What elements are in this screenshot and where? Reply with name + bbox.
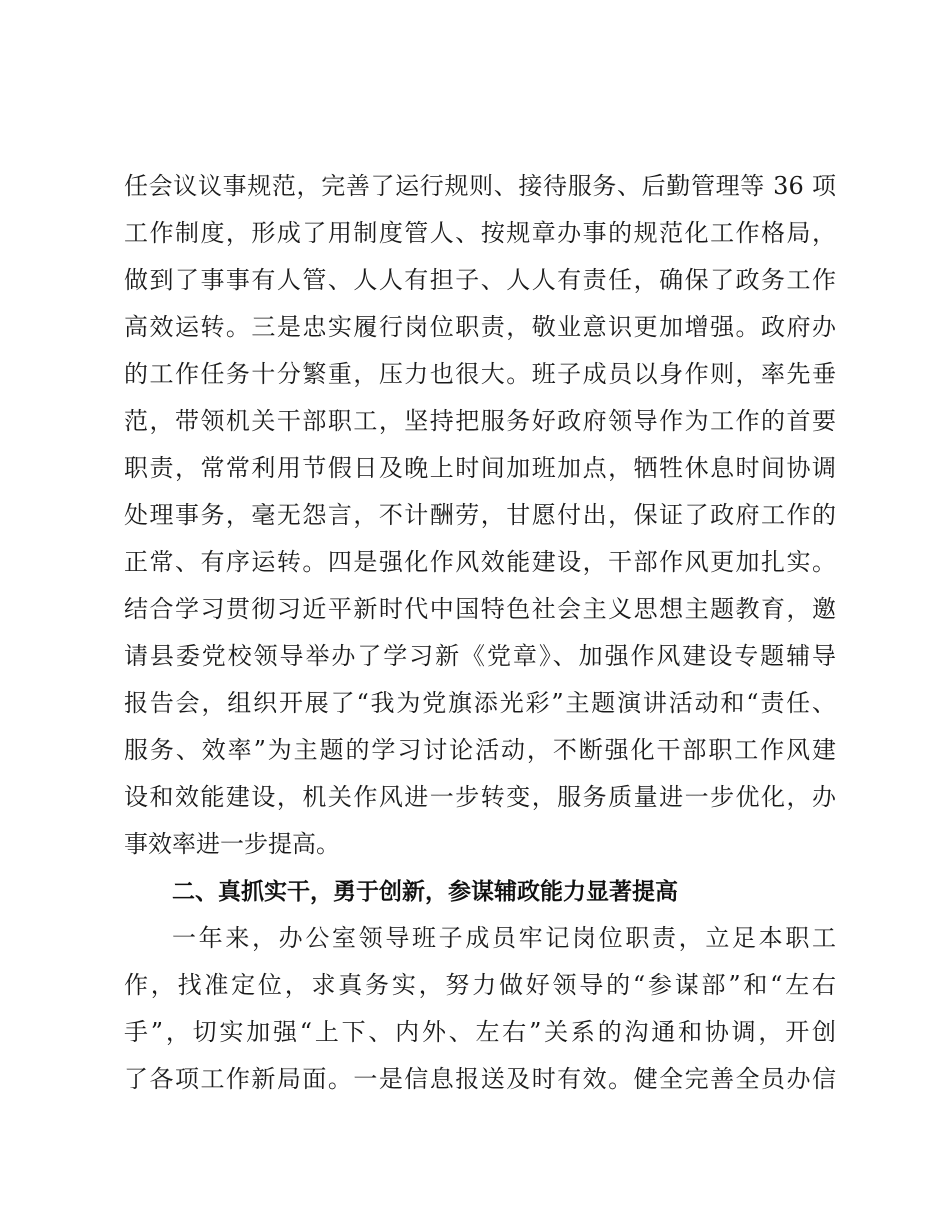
body-text-line: 高效运转。三是忠实履行岗位职责，敬业意识更加增强。政府办	[124, 313, 836, 341]
body-text-line: 做到了事事有人管、人人有担子、人人有责任，确保了政务工作	[124, 266, 836, 294]
body-text-line: 工作制度，形成了用制度管人、按规章办事的规范化工作格局，	[124, 219, 836, 247]
body-text-line: 任会议议事规范，完善了运行规则、接待服务、后勤管理等 36 项	[124, 172, 836, 200]
body-text-line: 的工作任务十分繁重，压力也很大。班子成员以身作则，率先垂	[124, 360, 836, 388]
body-text-line: 服务、效率”为主题的学习讨论活动，不断强化干部职工作风建	[124, 736, 836, 764]
section-heading: 二、真抓实干，勇于创新，参谋辅政能力显著提高	[172, 879, 678, 905]
body-text-line: 处理事务，毫无怨言，不计酬劳，甘愿付出，保证了政府工作的	[124, 501, 836, 529]
body-text-line-indented: 一年来，办公室领导班子成员牢记岗位职责，立足本职工	[172, 924, 836, 952]
body-text-line: 结合学习贯彻习近平新时代中国特色社会主义思想主题教育，邀	[124, 595, 836, 623]
body-text-line: 范，带领机关干部职工，坚持把服务好政府领导作为工作的首要	[124, 407, 836, 435]
body-text-line: 请县委党校领导举办了学习新《党章》、加强作风建设专题辅导	[124, 642, 836, 670]
body-text-line: 手”，切实加强“上下、内外、左右”关系的沟通和协调，开创	[124, 1018, 836, 1046]
body-text-line: 职责，常常利用节假日及晚上时间加班加点，牺牲休息时间协调	[124, 454, 836, 482]
body-text-line: 正常、有序运转。四是强化作风效能建设，干部作风更加扎实。	[124, 548, 836, 576]
body-text-line: 作，找准定位，求真务实，努力做好领导的“参谋部”和“左右	[124, 971, 836, 999]
body-text-line-last: 事效率进一步提高。	[124, 830, 340, 858]
body-text-line: 了各项工作新局面。一是信息报送及时有效。健全完善全员办信	[124, 1065, 836, 1093]
body-text-line: 报告会，组织开展了“我为党旗添光彩”主题演讲活动和“责任、	[124, 689, 836, 717]
body-text-line: 设和效能建设，机关作风进一步转变，服务质量进一步优化，办	[124, 783, 836, 811]
